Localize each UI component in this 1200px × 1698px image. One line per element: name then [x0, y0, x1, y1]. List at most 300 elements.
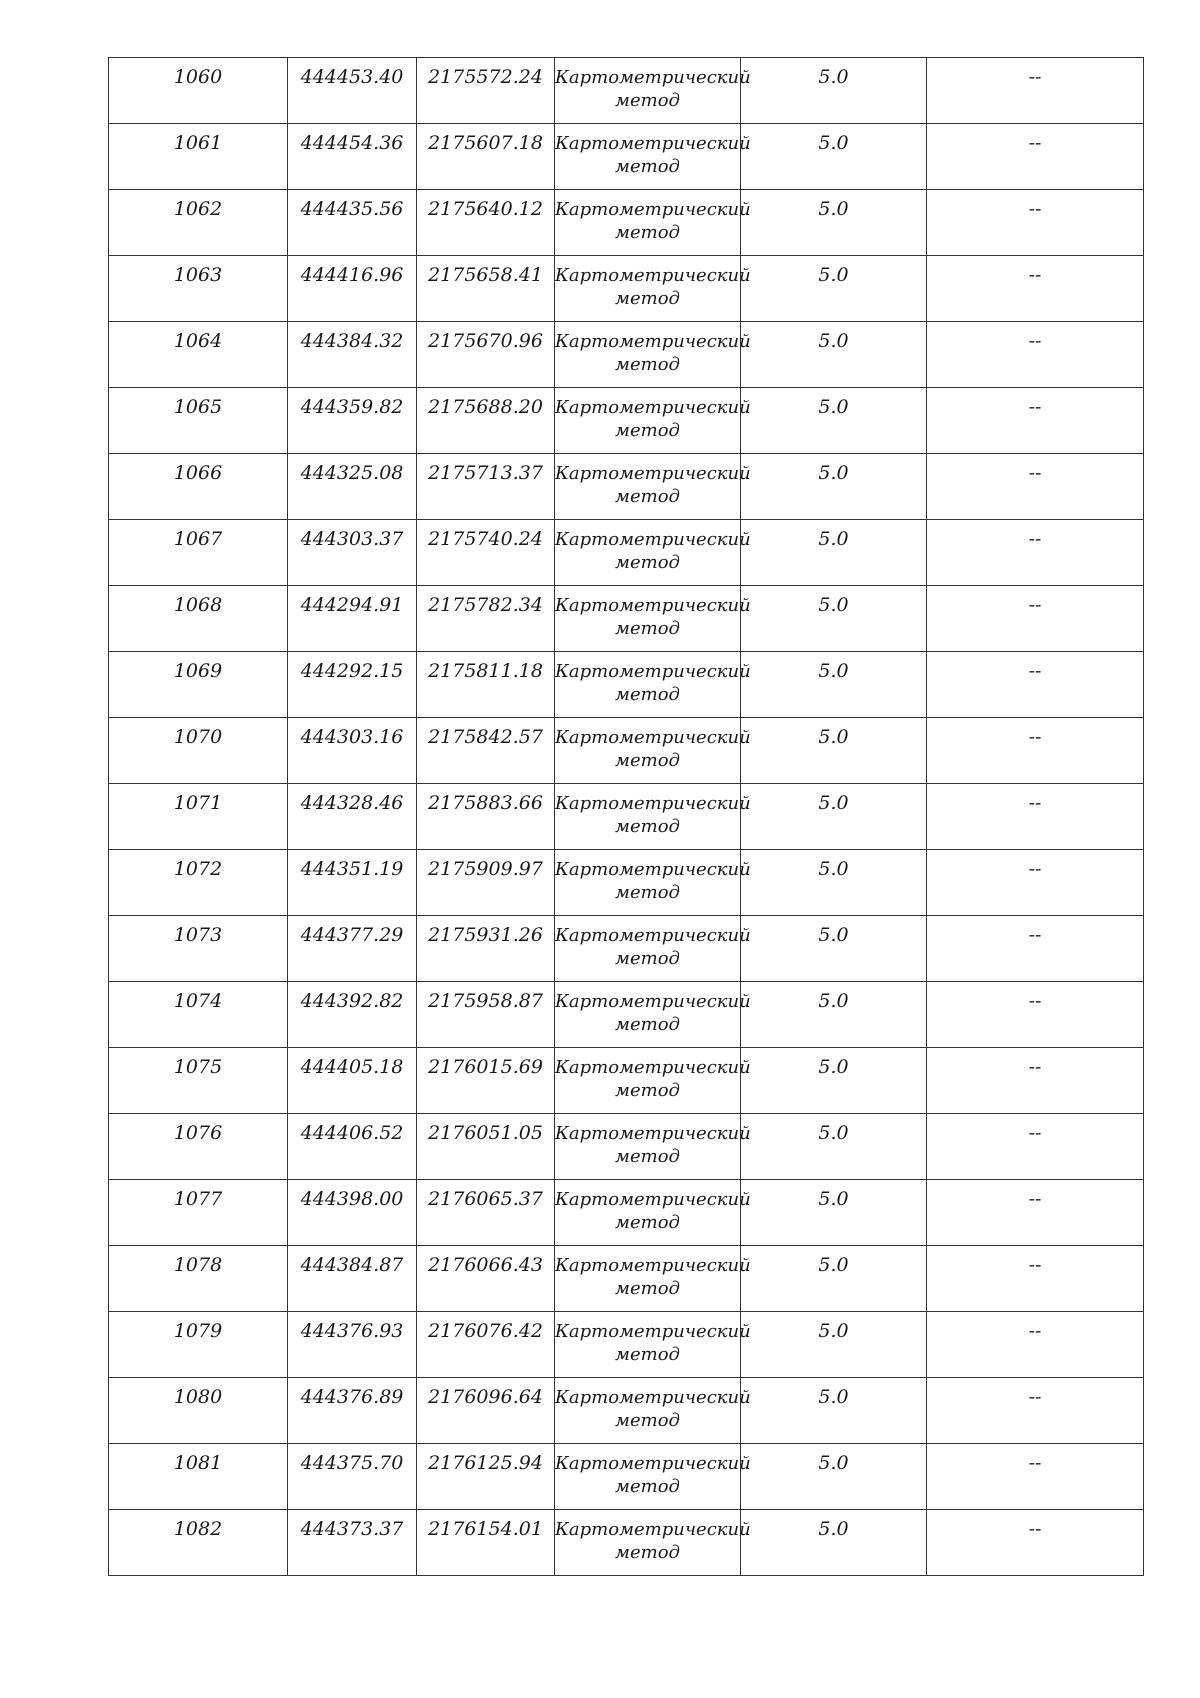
method-text: Картометрический метод	[555, 67, 751, 111]
note-cell	[927, 1246, 1144, 1312]
point-number-cell	[109, 850, 288, 916]
method-cell	[555, 586, 751, 652]
accuracy-cell	[741, 1246, 927, 1312]
x-coordinate-cell	[288, 124, 417, 190]
note-cell	[927, 454, 1144, 520]
accuracy-value: 5.0	[818, 132, 849, 154]
y-coordinate: 2175811.18	[428, 660, 543, 682]
method-text: Картометрический метод	[555, 793, 751, 837]
point-number-cell	[109, 1312, 288, 1378]
x-coordinate: 444406.52	[300, 1122, 404, 1144]
y-coordinate-cell	[417, 916, 555, 982]
method-cell	[555, 1114, 751, 1180]
method-cell	[555, 124, 751, 190]
y-coordinate: 2176065.37	[428, 1188, 543, 1210]
note-cell	[927, 58, 1144, 124]
y-coordinate: 2176096.64	[428, 1386, 543, 1408]
point-number-cell	[109, 256, 288, 322]
y-coordinate: 2176015.69	[428, 1056, 543, 1078]
y-coordinate-cell	[417, 124, 555, 190]
point-number: 1081	[173, 1452, 223, 1474]
accuracy-cell	[741, 124, 927, 190]
point-number: 1074	[173, 990, 223, 1012]
point-number: 1065	[173, 396, 223, 418]
note-value: --	[1028, 1056, 1042, 1078]
note-value: --	[1028, 66, 1042, 88]
method-cell	[555, 388, 751, 454]
method-text: Картометрический метод	[555, 463, 751, 507]
table-row	[109, 520, 1144, 586]
x-coordinate-cell	[288, 850, 417, 916]
point-number-cell	[109, 454, 288, 520]
table-row	[109, 1510, 1144, 1576]
method-text: Картометрический метод	[555, 1453, 751, 1497]
y-coordinate: 2175931.26	[428, 924, 543, 946]
accuracy-value: 5.0	[818, 1518, 849, 1540]
method-cell	[555, 58, 751, 124]
method-cell	[555, 190, 751, 256]
y-coordinate-cell	[417, 1246, 555, 1312]
point-number-cell	[109, 1444, 288, 1510]
method-text: Картометрический метод	[555, 397, 751, 441]
x-coordinate: 444328.46	[300, 792, 404, 814]
note-cell	[927, 1312, 1144, 1378]
table-row	[109, 124, 1144, 190]
x-coordinate-cell	[288, 190, 417, 256]
method-cell	[555, 1510, 751, 1576]
accuracy-value: 5.0	[818, 198, 849, 220]
point-number-cell	[109, 322, 288, 388]
accuracy-value: 5.0	[818, 1122, 849, 1144]
x-coordinate: 444294.91	[300, 594, 404, 616]
accuracy-value: 5.0	[818, 330, 849, 352]
y-coordinate-cell	[417, 1180, 555, 1246]
x-coordinate-cell	[288, 784, 417, 850]
y-coordinate-cell	[417, 454, 555, 520]
note-cell	[927, 520, 1144, 586]
point-number: 1070	[173, 726, 223, 748]
method-text: Картометрический метод	[555, 1387, 751, 1431]
point-number-cell	[109, 520, 288, 586]
note-value: --	[1028, 594, 1042, 616]
x-coordinate: 444405.18	[300, 1056, 404, 1078]
point-number-cell	[109, 58, 288, 124]
note-value: --	[1028, 1188, 1042, 1210]
accuracy-cell	[741, 586, 927, 652]
table-row	[109, 1048, 1144, 1114]
point-number: 1076	[173, 1122, 223, 1144]
accuracy-cell	[741, 520, 927, 586]
accuracy-value: 5.0	[818, 858, 849, 880]
accuracy-cell	[741, 454, 927, 520]
note-value: --	[1028, 924, 1042, 946]
point-number: 1066	[173, 462, 223, 484]
accuracy-value: 5.0	[818, 792, 849, 814]
x-coordinate: 444435.56	[300, 198, 404, 220]
table-row	[109, 1444, 1144, 1510]
y-coordinate-cell	[417, 1378, 555, 1444]
point-number-cell	[109, 1510, 288, 1576]
point-number-cell	[109, 718, 288, 784]
note-cell	[927, 256, 1144, 322]
table-row	[109, 586, 1144, 652]
x-coordinate-cell	[288, 520, 417, 586]
x-coordinate-cell	[288, 652, 417, 718]
y-coordinate: 2175572.24	[428, 66, 543, 88]
point-number-cell	[109, 388, 288, 454]
note-value: --	[1028, 1122, 1042, 1144]
table-row	[109, 1246, 1144, 1312]
point-number: 1063	[173, 264, 223, 286]
x-coordinate-cell	[288, 916, 417, 982]
note-value: --	[1028, 264, 1042, 286]
point-number: 1062	[173, 198, 223, 220]
point-number: 1069	[173, 660, 223, 682]
note-cell	[927, 1048, 1144, 1114]
x-coordinate-cell	[288, 1114, 417, 1180]
note-cell	[927, 190, 1144, 256]
method-cell	[555, 916, 751, 982]
note-value: --	[1028, 132, 1042, 154]
x-coordinate: 444359.82	[300, 396, 404, 418]
x-coordinate-cell	[288, 1180, 417, 1246]
y-coordinate: 2175670.96	[428, 330, 543, 352]
note-cell	[927, 1444, 1144, 1510]
method-text: Картометрический метод	[555, 133, 751, 177]
accuracy-value: 5.0	[818, 528, 849, 550]
method-text: Картометрический метод	[555, 991, 751, 1035]
note-value: --	[1028, 528, 1042, 550]
point-number: 1071	[173, 792, 223, 814]
note-cell	[927, 982, 1144, 1048]
x-coordinate: 444384.32	[300, 330, 404, 352]
note-cell	[927, 1378, 1144, 1444]
method-text: Картометрический метод	[555, 661, 751, 705]
point-number-cell	[109, 916, 288, 982]
point-number-cell	[109, 1180, 288, 1246]
point-number: 1060	[173, 66, 223, 88]
y-coordinate: 2175713.37	[428, 462, 543, 484]
point-number-cell	[109, 1378, 288, 1444]
note-cell	[927, 388, 1144, 454]
x-coordinate-cell	[288, 1048, 417, 1114]
method-cell	[555, 1246, 751, 1312]
accuracy-value: 5.0	[818, 990, 849, 1012]
method-text: Картометрический метод	[555, 529, 751, 573]
y-coordinate-cell	[417, 1312, 555, 1378]
y-coordinate-cell	[417, 520, 555, 586]
x-coordinate-cell	[288, 1444, 417, 1510]
point-number-cell	[109, 784, 288, 850]
note-cell	[927, 124, 1144, 190]
method-cell	[555, 322, 751, 388]
point-number-cell	[109, 1048, 288, 1114]
method-text: Картометрический метод	[555, 595, 751, 639]
table-row	[109, 1180, 1144, 1246]
x-coordinate: 444373.37	[300, 1518, 404, 1540]
y-coordinate-cell	[417, 190, 555, 256]
accuracy-value: 5.0	[818, 1386, 849, 1408]
accuracy-value: 5.0	[818, 1056, 849, 1078]
accuracy-value: 5.0	[818, 1452, 849, 1474]
y-coordinate: 2176066.43	[428, 1254, 543, 1276]
accuracy-cell	[741, 190, 927, 256]
method-text: Картометрический метод	[555, 1057, 751, 1101]
point-number-cell	[109, 652, 288, 718]
x-coordinate-cell	[288, 1246, 417, 1312]
y-coordinate: 2175958.87	[428, 990, 543, 1012]
x-coordinate-cell	[288, 256, 417, 322]
table-row	[109, 784, 1144, 850]
point-number: 1072	[173, 858, 223, 880]
point-number-cell	[109, 982, 288, 1048]
y-coordinate-cell	[417, 1114, 555, 1180]
note-cell	[927, 784, 1144, 850]
note-value: --	[1028, 1386, 1042, 1408]
note-cell	[927, 850, 1144, 916]
note-value: --	[1028, 660, 1042, 682]
method-cell	[555, 256, 751, 322]
accuracy-cell	[741, 1510, 927, 1576]
x-coordinate: 444376.93	[300, 1320, 404, 1342]
point-number: 1064	[173, 330, 223, 352]
note-cell	[927, 322, 1144, 388]
y-coordinate-cell	[417, 982, 555, 1048]
accuracy-value: 5.0	[818, 924, 849, 946]
point-number: 1073	[173, 924, 223, 946]
y-coordinate: 2176125.94	[428, 1452, 543, 1474]
note-value: --	[1028, 990, 1042, 1012]
table-row	[109, 454, 1144, 520]
coordinates-table-body	[109, 58, 1144, 1576]
accuracy-cell	[741, 916, 927, 982]
method-cell	[555, 718, 751, 784]
table-row	[109, 982, 1144, 1048]
y-coordinate-cell	[417, 586, 555, 652]
accuracy-cell	[741, 256, 927, 322]
accuracy-cell	[741, 1378, 927, 1444]
method-text: Картометрический метод	[555, 1321, 751, 1365]
method-cell	[555, 520, 751, 586]
note-value: --	[1028, 726, 1042, 748]
x-coordinate-cell	[288, 58, 417, 124]
y-coordinate-cell	[417, 784, 555, 850]
method-text: Картометрический метод	[555, 1189, 751, 1233]
accuracy-cell	[741, 58, 927, 124]
note-value: --	[1028, 1254, 1042, 1276]
y-coordinate: 2176076.42	[428, 1320, 543, 1342]
method-text: Картометрический метод	[555, 1519, 751, 1563]
point-number: 1067	[173, 528, 223, 550]
method-text: Картометрический метод	[555, 1123, 751, 1167]
y-coordinate-cell	[417, 256, 555, 322]
accuracy-value: 5.0	[818, 1188, 849, 1210]
note-value: --	[1028, 858, 1042, 880]
y-coordinate-cell	[417, 58, 555, 124]
note-value: --	[1028, 1518, 1042, 1540]
y-coordinate: 2175607.18	[428, 132, 543, 154]
x-coordinate: 444325.08	[300, 462, 404, 484]
accuracy-cell	[741, 1180, 927, 1246]
x-coordinate-cell	[288, 1378, 417, 1444]
note-value: --	[1028, 462, 1042, 484]
method-text: Картометрический метод	[555, 265, 751, 309]
point-number: 1079	[173, 1320, 223, 1342]
x-coordinate-cell	[288, 1510, 417, 1576]
x-coordinate: 444392.82	[300, 990, 404, 1012]
point-number: 1077	[173, 1188, 223, 1210]
method-cell	[555, 1048, 751, 1114]
x-coordinate-cell	[288, 454, 417, 520]
x-coordinate: 444303.37	[300, 528, 404, 550]
method-text: Картометрический метод	[555, 1255, 751, 1299]
accuracy-value: 5.0	[818, 396, 849, 418]
y-coordinate-cell	[417, 1510, 555, 1576]
accuracy-cell	[741, 784, 927, 850]
note-value: --	[1028, 1452, 1042, 1474]
note-cell	[927, 1510, 1144, 1576]
table-row	[109, 718, 1144, 784]
x-coordinate: 444351.19	[300, 858, 404, 880]
accuracy-value: 5.0	[818, 1320, 849, 1342]
x-coordinate: 444416.96	[300, 264, 404, 286]
y-coordinate-cell	[417, 1048, 555, 1114]
note-value: --	[1028, 198, 1042, 220]
note-cell	[927, 652, 1144, 718]
point-number: 1061	[173, 132, 223, 154]
table-row	[109, 256, 1144, 322]
method-cell	[555, 784, 751, 850]
point-number-cell	[109, 190, 288, 256]
method-text: Картометрический метод	[555, 727, 751, 771]
y-coordinate-cell	[417, 1444, 555, 1510]
x-coordinate: 444453.40	[300, 66, 404, 88]
y-coordinate-cell	[417, 718, 555, 784]
method-text: Картометрический метод	[555, 859, 751, 903]
table-row	[109, 388, 1144, 454]
accuracy-cell	[741, 322, 927, 388]
method-cell	[555, 1180, 751, 1246]
y-coordinate: 2176051.05	[428, 1122, 543, 1144]
accuracy-cell	[741, 982, 927, 1048]
point-number-cell	[109, 1246, 288, 1312]
note-value: --	[1028, 330, 1042, 352]
table-row	[109, 1378, 1144, 1444]
y-coordinate: 2175740.24	[428, 528, 543, 550]
x-coordinate: 444384.87	[300, 1254, 404, 1276]
note-value: --	[1028, 1320, 1042, 1342]
y-coordinate-cell	[417, 850, 555, 916]
accuracy-cell	[741, 1312, 927, 1378]
accuracy-cell	[741, 850, 927, 916]
y-coordinate: 2175883.66	[428, 792, 543, 814]
y-coordinate: 2176154.01	[428, 1518, 543, 1540]
accuracy-value: 5.0	[818, 726, 849, 748]
accuracy-value: 5.0	[818, 1254, 849, 1276]
method-cell	[555, 850, 751, 916]
method-cell	[555, 652, 751, 718]
accuracy-cell	[741, 1444, 927, 1510]
table-row	[109, 916, 1144, 982]
y-coordinate: 2175688.20	[428, 396, 543, 418]
note-cell	[927, 718, 1144, 784]
note-cell	[927, 916, 1144, 982]
x-coordinate-cell	[288, 322, 417, 388]
accuracy-value: 5.0	[818, 66, 849, 88]
note-cell	[927, 586, 1144, 652]
method-text: Картометрический метод	[555, 331, 751, 375]
method-cell	[555, 1378, 751, 1444]
y-coordinate-cell	[417, 388, 555, 454]
y-coordinate-cell	[417, 652, 555, 718]
point-number: 1082	[173, 1518, 223, 1540]
accuracy-value: 5.0	[818, 660, 849, 682]
point-number-cell	[109, 124, 288, 190]
note-value: --	[1028, 792, 1042, 814]
x-coordinate: 444292.15	[300, 660, 404, 682]
point-number-cell	[109, 586, 288, 652]
x-coordinate: 444377.29	[300, 924, 404, 946]
y-coordinate: 2175909.97	[428, 858, 543, 880]
method-cell	[555, 1312, 751, 1378]
x-coordinate: 444454.36	[300, 132, 404, 154]
accuracy-value: 5.0	[818, 264, 849, 286]
coordinates-table	[108, 57, 1144, 1576]
method-cell	[555, 454, 751, 520]
note-value: --	[1028, 396, 1042, 418]
method-text: Картометрический метод	[555, 199, 751, 243]
point-number: 1078	[173, 1254, 223, 1276]
x-coordinate: 444375.70	[300, 1452, 404, 1474]
table-row	[109, 322, 1144, 388]
y-coordinate: 2175658.41	[428, 264, 543, 286]
point-number: 1068	[173, 594, 223, 616]
y-coordinate: 2175782.34	[428, 594, 543, 616]
x-coordinate: 444398.00	[300, 1188, 404, 1210]
method-text: Картометрический метод	[555, 925, 751, 969]
table-row	[109, 58, 1144, 124]
accuracy-value: 5.0	[818, 594, 849, 616]
accuracy-cell	[741, 718, 927, 784]
note-cell	[927, 1114, 1144, 1180]
x-coordinate: 444376.89	[300, 1386, 404, 1408]
y-coordinate: 2175842.57	[428, 726, 543, 748]
point-number-cell	[109, 1114, 288, 1180]
note-cell	[927, 1180, 1144, 1246]
table-row	[109, 850, 1144, 916]
accuracy-cell	[741, 388, 927, 454]
x-coordinate-cell	[288, 388, 417, 454]
x-coordinate-cell	[288, 982, 417, 1048]
accuracy-cell	[741, 1048, 927, 1114]
table-row	[109, 1114, 1144, 1180]
x-coordinate-cell	[288, 718, 417, 784]
method-cell	[555, 1444, 751, 1510]
x-coordinate-cell	[288, 586, 417, 652]
table-row	[109, 652, 1144, 718]
y-coordinate-cell	[417, 322, 555, 388]
method-cell	[555, 982, 751, 1048]
table-row	[109, 190, 1144, 256]
x-coordinate-cell	[288, 1312, 417, 1378]
table-row	[109, 1312, 1144, 1378]
x-coordinate: 444303.16	[300, 726, 404, 748]
point-number: 1075	[173, 1056, 223, 1078]
accuracy-cell	[741, 652, 927, 718]
point-number: 1080	[173, 1386, 223, 1408]
y-coordinate: 2175640.12	[428, 198, 543, 220]
accuracy-value: 5.0	[818, 462, 849, 484]
